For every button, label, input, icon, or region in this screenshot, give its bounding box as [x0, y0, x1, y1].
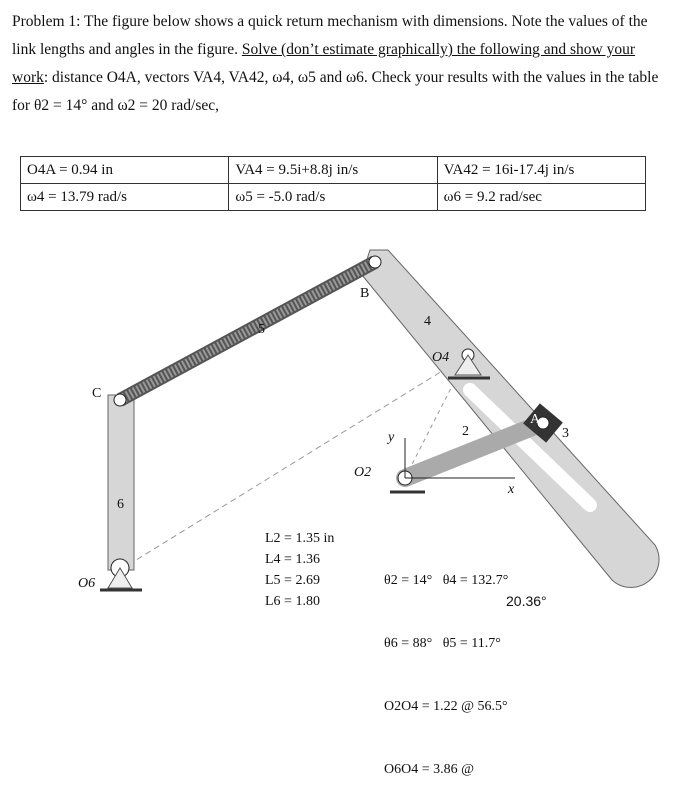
lengths-list [265, 528, 334, 612]
label-link-2: 2 [462, 424, 469, 439]
label-B: B [360, 286, 370, 301]
underlined-text: Solve (don’t estimate graphically) the following and show your work [12, 41, 636, 86]
length-L4: L4 = 1.36 [265, 552, 320, 567]
length-L5: L5 = 2.69 [265, 573, 320, 588]
label-x: x [508, 482, 515, 497]
intro-text: Problem 1: The figure below shows a quick return mechanism with dimensions. Note the values of the link lengths and angles in the figure. [12, 13, 648, 58]
label-O6: O6 [78, 576, 96, 591]
cell: ω4 = 13.79 rad/s [21, 184, 229, 211]
label-link-6: 6 [117, 497, 124, 512]
angle-row: O2O4 = 1.22 @ 56.5° [384, 699, 508, 714]
angles-list [384, 528, 508, 801]
label-y: y [388, 430, 395, 445]
pin-B [369, 256, 381, 268]
label-A: A [530, 412, 541, 427]
link-6 [108, 395, 134, 570]
label-link-3: 3 [562, 426, 569, 441]
correction-box [500, 560, 584, 586]
label-link-5: 5 [258, 322, 265, 337]
length-L2: L2 = 1.35 in [265, 531, 335, 546]
pin-C [114, 394, 126, 406]
cell: VA4 = 9.5i+8.8j in/s [229, 157, 437, 184]
label-O2: O2 [354, 465, 372, 480]
length-L6: L6 = 1.80 [265, 594, 320, 609]
angle-row: θ6 = 88° θ5 = 11.7° [384, 636, 501, 651]
cell: O4A = 0.94 in [21, 157, 229, 184]
angle-row: θ2 = 14° θ4 = 132.7° [384, 573, 509, 588]
rest-text: : distance O4A, vectors VA4, VA42, ω4, ω5 and ω6. Check your results with the values in the table for θ2 = 14° and ω2 = 20 rad/sec, [12, 69, 659, 114]
cell: ω6 = 9.2 rad/sec [437, 184, 645, 211]
angle-row: O6O4 = 3.86 @ [384, 762, 475, 777]
corrected-angle: 20.36° [506, 593, 547, 609]
cell: ω5 = -5.0 rad/s [229, 184, 437, 211]
cell: VA42 = 16i-17.4j in/s [437, 157, 645, 184]
label-O4: O4 [432, 350, 450, 365]
label-C: C [92, 386, 102, 401]
label-link-4: 4 [424, 314, 431, 329]
